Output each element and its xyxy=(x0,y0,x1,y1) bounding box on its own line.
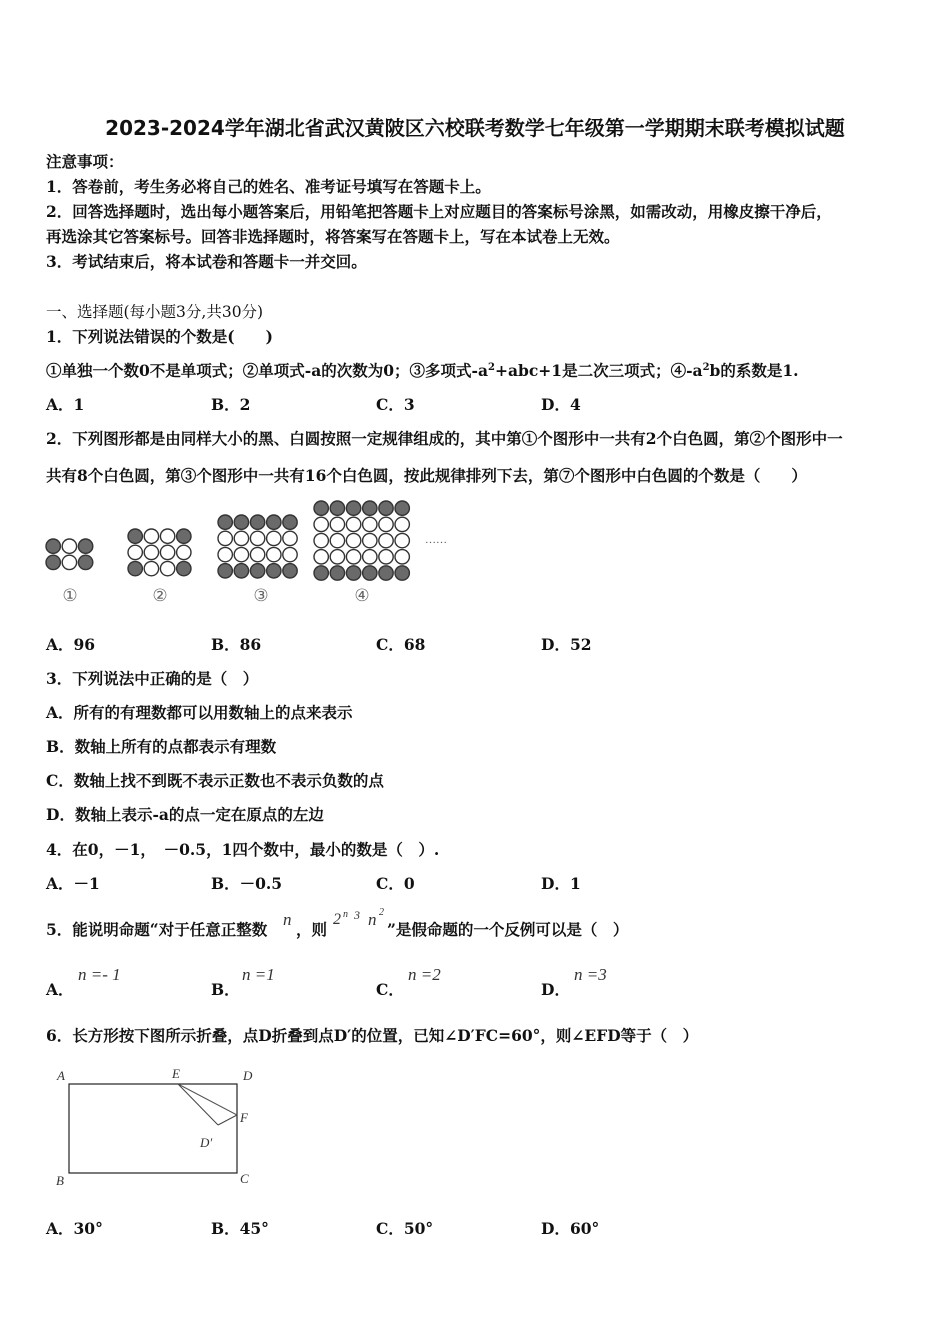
white-circle xyxy=(250,547,264,561)
black-circle xyxy=(46,555,60,569)
notice-item: 1．答卷前，考生务必将自己的姓名、准考证号填写在答题卡上。 xyxy=(46,177,491,196)
q3-option-a[interactable]: A．所有的有理数都可以用数轴上的点来表示 xyxy=(46,703,353,722)
black-circle xyxy=(78,539,92,553)
black-circle xyxy=(283,515,297,529)
notice-item: 再选涂其它答案标号。回答非选择题时，将答案写在答题卡上，写在本试卷上无效。 xyxy=(46,227,620,246)
notice-item: 2．回答选择题时，选出每小题答案后，用铅笔把答题卡上对应题目的答案标号涂黑，如需改动，用橡皮擦干净后， xyxy=(46,202,832,221)
black-circle xyxy=(379,566,393,580)
q6-label-a: A xyxy=(57,1068,65,1083)
q6-rectangle xyxy=(69,1084,237,1173)
q2-option-b[interactable]: B．86 xyxy=(211,635,262,654)
white-circle xyxy=(379,550,393,564)
white-circle xyxy=(395,533,409,547)
black-circle xyxy=(218,564,232,578)
q2-option-c[interactable]: C．68 xyxy=(376,635,426,654)
white-circle xyxy=(218,547,232,561)
black-circle xyxy=(346,566,360,580)
q5-var-n: n xyxy=(283,910,292,929)
notice-item: 3．考试结束后，将本试卷和答题卡一并交回。 xyxy=(46,252,367,271)
q6-segment-ed xyxy=(178,1084,218,1125)
q4-option-d[interactable]: D．1 xyxy=(541,874,581,893)
q6-option-a[interactable]: A．30° xyxy=(46,1219,103,1238)
black-circle xyxy=(314,501,328,515)
q4-option-b[interactable]: B．－0.5 xyxy=(211,874,283,893)
white-circle xyxy=(379,517,393,531)
black-circle xyxy=(346,501,360,515)
black-circle xyxy=(250,515,264,529)
q6-label-f: F xyxy=(240,1110,248,1125)
q6-rectangle-fold-figure xyxy=(50,1065,270,1190)
white-circle xyxy=(267,547,281,561)
q1-text-a: ①单独一个数0不是单项式；②单项式-a的次数为0；③多项式-a xyxy=(46,361,489,380)
black-circle xyxy=(314,566,328,580)
black-circle xyxy=(234,515,248,529)
black-circle xyxy=(330,566,344,580)
white-circle xyxy=(330,533,344,547)
q1-option-d[interactable]: D．4 xyxy=(541,395,581,414)
black-circle xyxy=(379,501,393,515)
q1-statements xyxy=(46,361,799,381)
section-heading: 一、选择题(每小题3分,共30分) xyxy=(46,303,264,321)
q2-fig-label: ① xyxy=(62,586,78,605)
black-circle xyxy=(283,564,297,578)
q6-label-e: E xyxy=(172,1066,180,1081)
black-circle xyxy=(363,566,377,580)
black-circle xyxy=(250,564,264,578)
white-circle xyxy=(363,533,377,547)
q3-option-d[interactable]: D．数轴上表示-a的点一定在原点的左边 xyxy=(46,805,324,824)
q3-stem: 3．下列说法中正确的是（ ） xyxy=(46,669,259,688)
q5-option-d-letter[interactable]: D． xyxy=(541,980,570,999)
black-circle xyxy=(395,566,409,580)
q6-label-b: B xyxy=(56,1173,64,1188)
q1-sup: 2 xyxy=(702,361,710,373)
white-circle xyxy=(160,561,174,575)
q1-option-b[interactable]: B．2 xyxy=(211,395,251,414)
q2-circle-pattern-figure xyxy=(40,495,470,610)
white-circle xyxy=(395,550,409,564)
black-circle xyxy=(128,561,142,575)
q5-expr-base: 2 xyxy=(333,911,341,928)
page-title: 2023-2024学年湖北省武汉黄陂区六校联考数学七年级第一学期期末联考模拟试题 xyxy=(105,116,845,140)
white-circle xyxy=(363,550,377,564)
q6-segment-dpf xyxy=(218,1115,237,1125)
black-circle xyxy=(234,564,248,578)
white-circle xyxy=(250,531,264,545)
q6-fold-line-ef xyxy=(178,1084,237,1115)
white-circle xyxy=(234,531,248,545)
q6-stem: 6．长方形按下图所示折叠，点D折叠到点D′的位置，已知∠D′FC=60°，则∠EFD等于（ ） xyxy=(46,1026,699,1045)
q5-option-c-value[interactable]: n =2 xyxy=(408,965,441,984)
q5-option-c-letter[interactable]: C． xyxy=(376,980,404,999)
q6-option-d[interactable]: D．60° xyxy=(541,1219,600,1238)
white-circle xyxy=(363,517,377,531)
black-circle xyxy=(395,501,409,515)
white-circle xyxy=(267,531,281,545)
black-circle xyxy=(128,529,142,543)
q5-expr-three: 3 xyxy=(354,908,360,922)
white-circle xyxy=(177,545,191,559)
white-circle xyxy=(218,531,232,545)
q1-stem: 1．下列说法错误的个数是( ) xyxy=(46,327,273,346)
q1-text-c: b的系数是1. xyxy=(709,361,799,380)
white-circle xyxy=(144,545,158,559)
white-circle xyxy=(283,531,297,545)
white-circle xyxy=(160,529,174,543)
white-circle xyxy=(330,550,344,564)
white-circle xyxy=(128,545,142,559)
q6-label-dprime: D′ xyxy=(200,1135,213,1150)
q5-stem-b: ，则 xyxy=(296,920,328,939)
q1-option-c[interactable]: C．3 xyxy=(376,395,415,414)
q4-option-c[interactable]: C．0 xyxy=(376,874,415,893)
white-circle xyxy=(144,529,158,543)
q2-ellipsis: …… xyxy=(425,534,447,546)
q5-option-d-value[interactable]: n =3 xyxy=(574,965,607,984)
q2-fig-label: ② xyxy=(152,586,168,605)
q1-option-a[interactable]: A．1 xyxy=(46,395,85,414)
white-circle xyxy=(144,561,158,575)
q2-fig-label: ④ xyxy=(354,586,370,605)
q5-stem-a: 5．能说明命题“对于任意正整数 xyxy=(46,920,268,939)
q1-sup: 2 xyxy=(488,361,495,373)
white-circle xyxy=(330,517,344,531)
q5-stem-c: ”是假命题的一个反例可以是（ ） xyxy=(387,920,629,939)
q5-expr-n-exp: 2 xyxy=(379,907,384,918)
white-circle xyxy=(314,533,328,547)
black-circle xyxy=(78,555,92,569)
q3-option-b[interactable]: B．数轴上所有的点都表示有理数 xyxy=(46,737,277,756)
white-circle xyxy=(395,517,409,531)
black-circle xyxy=(267,515,281,529)
black-circle xyxy=(267,564,281,578)
q2-stem-line1: 2．下列图形都是由同样大小的黑、白圆按照一定规律组成的，其中第①个图形中一共有2个白色圆，第②个图形中一 xyxy=(46,429,843,448)
q6-label-d: D xyxy=(243,1068,253,1083)
q6-option-b[interactable]: B．45° xyxy=(211,1219,269,1238)
white-circle xyxy=(283,547,297,561)
white-circle xyxy=(314,550,328,564)
q5-expr-exp: n xyxy=(343,909,348,920)
q2-fig-label: ③ xyxy=(253,586,269,605)
white-circle xyxy=(314,517,328,531)
q4-option-a[interactable]: A．－1 xyxy=(46,874,100,893)
black-circle xyxy=(177,561,191,575)
q5-expr-n: n xyxy=(368,910,377,929)
white-circle xyxy=(62,539,76,553)
black-circle xyxy=(218,515,232,529)
black-circle xyxy=(330,501,344,515)
white-circle xyxy=(346,517,360,531)
notice-heading: 注意事项： xyxy=(46,152,124,171)
q2-stem-line2: 共有8个白色圆，第③个图形中一共有16个白色圆，按此规律排列下去，第⑦个图形中白色圆的个数是（ ） xyxy=(46,466,807,485)
white-circle xyxy=(160,545,174,559)
q5-option-a-value[interactable]: n =- 1 xyxy=(78,965,121,984)
white-circle xyxy=(346,533,360,547)
q4-stem: 4．在0，－1， －0.5，1四个数中，最小的数是（ ）. xyxy=(46,840,440,859)
q3-option-c[interactable]: C．数轴上找不到既不表示正数也不表示负数的点 xyxy=(46,771,384,790)
q6-option-c[interactable]: C．50° xyxy=(376,1219,434,1238)
q5-option-b-letter[interactable]: B． xyxy=(211,980,240,999)
q2-option-d[interactable]: D．52 xyxy=(541,635,592,654)
black-circle xyxy=(46,539,60,553)
q5-option-b-value[interactable]: n =1 xyxy=(242,965,275,984)
q1-text-b: +abc+1是二次三项式；④-a xyxy=(495,361,703,380)
black-circle xyxy=(177,529,191,543)
q6-label-c: C xyxy=(240,1171,249,1186)
white-circle xyxy=(234,547,248,561)
q2-option-a[interactable]: A．96 xyxy=(46,635,96,654)
white-circle xyxy=(62,555,76,569)
black-circle xyxy=(363,501,377,515)
white-circle xyxy=(346,550,360,564)
white-circle xyxy=(379,533,393,547)
q5-option-a-letter[interactable]: A． xyxy=(46,980,74,999)
